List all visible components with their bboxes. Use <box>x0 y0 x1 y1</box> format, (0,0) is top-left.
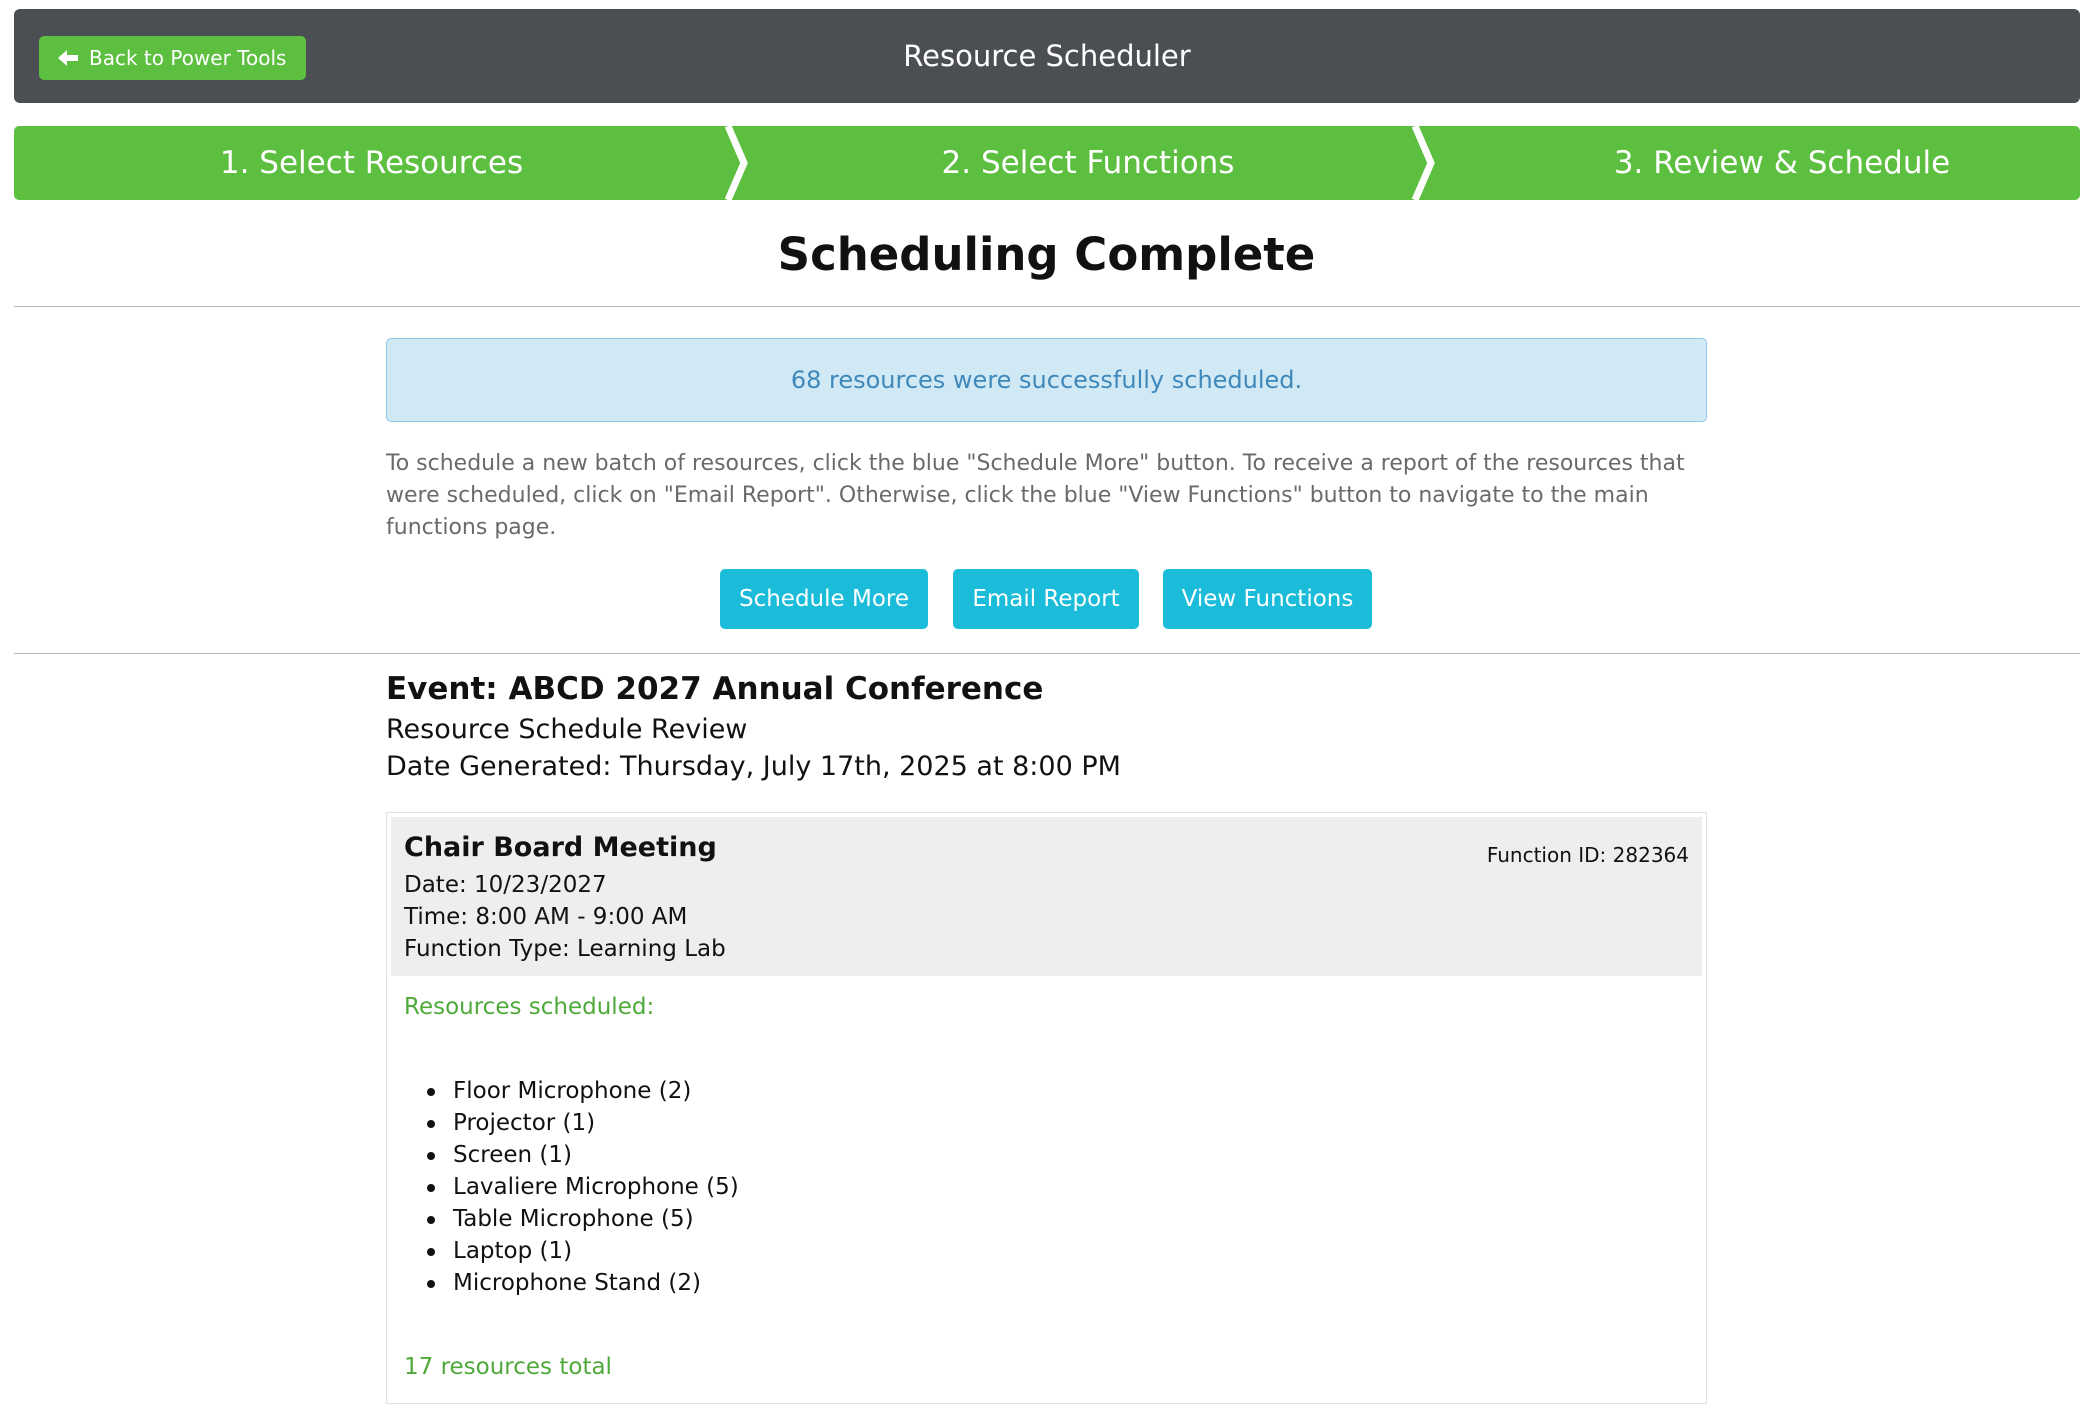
function-time: Time: 8:00 AM - 9:00 AM <box>404 904 688 930</box>
divider <box>14 653 2080 654</box>
app-title: Resource Scheduler <box>903 39 1191 73</box>
resources-total: 17 resources total <box>404 1354 612 1380</box>
function-date: Date: 10/23/2027 <box>404 872 607 898</box>
success-alert: 68 resources were successfully scheduled. <box>386 338 1707 422</box>
divider <box>14 306 2080 307</box>
list-item: Screen (1) <box>427 1139 739 1171</box>
function-card-header <box>391 817 1702 976</box>
list-item: Projector (1) <box>427 1107 739 1139</box>
page-title: Scheduling Complete <box>777 228 1316 281</box>
list-item: Microphone Stand (2) <box>427 1267 739 1299</box>
schedule-more-button[interactable]: Schedule More <box>720 569 928 629</box>
instructions-text: To schedule a new batch of resources, click the blue "Schedule More" button. To receive a report of the resources that were scheduled, click on "Email Report". Otherwise, click the blue "View Functions" button to navigate to the main functions page. <box>386 451 1685 540</box>
step-progress-bar <box>14 126 2080 200</box>
top-bar <box>14 9 2080 103</box>
step-select-functions[interactable]: 2. Select Functions <box>941 145 1235 181</box>
date-generated: Date Generated: Thursday, July 17th, 2025 at 8:00 PM <box>386 751 1121 782</box>
list-item: Floor Microphone (2) <box>427 1075 739 1107</box>
function-id: Function ID: 282364 <box>1486 843 1689 867</box>
email-report-button[interactable]: Email Report <box>953 569 1139 629</box>
list-item: Table Microphone (5) <box>427 1203 739 1235</box>
view-functions-button[interactable]: View Functions <box>1163 569 1372 629</box>
resources-scheduled-label: Resources scheduled: <box>404 994 655 1020</box>
step-review-schedule[interactable]: 3. Review & Schedule <box>1613 145 1951 181</box>
function-card <box>386 812 1707 1404</box>
function-type: Function Type: Learning Lab <box>404 936 726 962</box>
event-subtitle: Resource Schedule Review <box>386 714 748 745</box>
event-summary <box>386 667 1716 785</box>
list-item: Lavaliere Microphone (5) <box>427 1171 739 1203</box>
event-title: Event: ABCD 2027 Annual Conference <box>386 671 1044 707</box>
list-item: Laptop (1) <box>427 1235 739 1267</box>
step-select-resources[interactable]: 1. Select Resources <box>219 145 524 181</box>
resource-list <box>427 1075 739 1299</box>
action-buttons <box>0 569 2093 629</box>
back-button-label: Back to Power Tools <box>89 46 287 70</box>
function-name: Chair Board Meeting <box>404 832 717 863</box>
